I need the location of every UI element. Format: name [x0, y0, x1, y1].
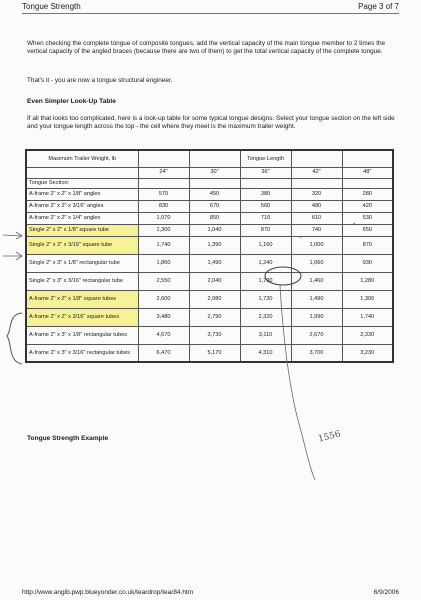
length-48: 48" — [342, 167, 393, 178]
weight-cell: 1,490 — [291, 290, 342, 308]
weight-cell: 740 — [291, 224, 342, 236]
weight-cell: 4,670 — [138, 326, 189, 344]
weight-cell: 560 — [240, 200, 291, 212]
handwritten-note: 1556 — [317, 429, 342, 445]
weight-cell: 1,240 — [240, 254, 291, 272]
weight-cell: 2,600 — [138, 290, 189, 308]
weight-cell: 3,730 — [189, 326, 240, 344]
row-label: A-frame 2" x 2" x 1/8" square tubes — [26, 290, 138, 308]
weight-cell: 610 — [291, 212, 342, 224]
intro-paragraph: When checking the complete tongue of composite tongues, add the vertical capacity of the main tongue member to 2 times the vertical capacity of the angled braces (because there are two of them) to get the total vertical capacity of the complete tongue. — [27, 40, 386, 55]
empty-cell — [189, 178, 240, 188]
weight-cell: 570 — [138, 188, 189, 200]
table-row — [26, 308, 393, 326]
empty-cell — [26, 167, 138, 178]
weight-cell: 1,730 — [240, 290, 291, 308]
empty-header-cell — [342, 150, 393, 167]
section-heading: Even Simpler Look-Up Table — [27, 98, 116, 105]
table-row — [26, 200, 393, 212]
weight-cell: 650 — [342, 224, 393, 236]
length-row — [26, 167, 393, 178]
weight-cell: 3,480 — [138, 308, 189, 326]
table-row — [26, 212, 393, 224]
weight-cell: 2,320 — [240, 308, 291, 326]
weight-cell: 2,790 — [189, 308, 240, 326]
weight-cell: 1,040 — [189, 224, 240, 236]
lookup-table — [25, 149, 394, 363]
page-number: Page 3 of 7 — [358, 2, 399, 11]
example-heading: Tongue Strength Example — [27, 435, 109, 442]
weight-cell: 930 — [342, 254, 393, 272]
weight-cell: 3,230 — [342, 344, 393, 362]
weight-cell: 4,310 — [240, 344, 291, 362]
weight-cell: 320 — [291, 188, 342, 200]
empty-cell — [240, 178, 291, 188]
table-row — [26, 254, 393, 272]
weight-cell: 1,490 — [189, 254, 240, 272]
weight-cell: 870 — [240, 224, 291, 236]
weight-cell: 1,300 — [138, 224, 189, 236]
row-label: Single 2" x 2" x 1/8" square tube — [26, 224, 138, 236]
table-row — [26, 188, 393, 200]
weight-cell: 1,070 — [138, 212, 189, 224]
table-row — [26, 326, 393, 344]
length-24: 24" — [138, 167, 189, 178]
weight-cell: 280 — [342, 188, 393, 200]
page-header-title: Tongue Strength — [22, 2, 81, 11]
weight-cell: 1,280 — [342, 272, 393, 290]
table-row — [26, 224, 393, 236]
weight-cell: 480 — [291, 200, 342, 212]
weight-cell: 1,300 — [342, 290, 393, 308]
footer-url: http://www.angib.pwp.blueyonder.co.uk/teardrop/tear84.htm — [22, 589, 194, 596]
table-intro-paragraph: If all that looks too complicated, here is a look-up table for some typical tongue designs. Select your tongue section on the left side and your tongue length across the top - the cell where they meet is the maximum trailer weight. — [27, 115, 395, 130]
weight-cell: 1,460 — [291, 272, 342, 290]
weight-cell: 670 — [189, 200, 240, 212]
weight-cell: 710 — [240, 212, 291, 224]
empty-cell — [342, 178, 393, 188]
table-header-row — [26, 150, 393, 167]
weight-cell: 1,740 — [138, 236, 189, 254]
row-label: A-frame 2" x 3" x 3/16" rectangular tubes — [26, 344, 138, 362]
weight-cell: 530 — [342, 212, 393, 224]
weight-cell: 1,860 — [138, 254, 189, 272]
table-row — [26, 344, 393, 362]
table-row — [26, 290, 393, 308]
row-label: Single 2" x 3" x 3/16" rectangular tube — [26, 272, 138, 290]
table-row — [26, 272, 393, 290]
weight-cell: 2,550 — [138, 272, 189, 290]
weight-cell: 380 — [240, 188, 291, 200]
row-label: Single 2" x 3" x 1/8" rectangular tube — [26, 254, 138, 272]
weight-cell: 450 — [189, 188, 240, 200]
table-row — [26, 236, 393, 254]
header-rule — [22, 13, 399, 14]
weight-cell: 1,160 — [240, 236, 291, 254]
footer-date: 6/9/2006 — [373, 589, 399, 596]
weight-cell: 6,470 — [138, 344, 189, 362]
weight-cell: 870 — [342, 236, 393, 254]
weight-cell: 1,740 — [342, 308, 393, 326]
weight-cell: 1,060 — [291, 254, 342, 272]
weight-cell: 2,670 — [291, 326, 342, 344]
row-label: A-frame 2" x 2" x 1/8" angles — [26, 188, 138, 200]
weight-cell: 1,000 — [291, 236, 342, 254]
row-label: Single 2" x 2" x 3/16" square tube — [26, 236, 138, 254]
empty-cell — [138, 178, 189, 188]
empty-header-cell — [291, 150, 342, 167]
weight-cell: 2,040 — [189, 272, 240, 290]
weight-cell: 420 — [342, 200, 393, 212]
row-label: A-frame 2" x 3" x 1/8" rectangular tubes — [26, 326, 138, 344]
weight-cell: 1,700 — [240, 272, 291, 290]
empty-cell — [291, 178, 342, 188]
length-30: 30" — [189, 167, 240, 178]
section-label: Tongue Section: — [26, 178, 138, 188]
weight-cell: 830 — [138, 200, 189, 212]
weight-cell: 3,700 — [291, 344, 342, 362]
weight-cell: 1,390 — [189, 236, 240, 254]
tongue-length-header: Tongue Length — [240, 150, 291, 167]
row-label: A-frame 2" x 2" x 3/16" square tubes — [26, 308, 138, 326]
weight-cell: 3,110 — [240, 326, 291, 344]
empty-header-cell — [138, 150, 189, 167]
weight-cell: 850 — [189, 212, 240, 224]
length-36: 36" — [240, 167, 291, 178]
section-label-row — [26, 178, 393, 188]
weight-cell: 2,080 — [189, 290, 240, 308]
length-42: 42" — [291, 167, 342, 178]
conclusion-paragraph: That's it - you are now a tongue structural engineer. — [27, 77, 173, 84]
weight-cell: 2,330 — [342, 326, 393, 344]
corner-label: Maximum Trailer Weight, lb — [26, 150, 138, 167]
row-label: A-frame 2" x 2" x 1/4" angles — [26, 212, 138, 224]
weight-cell: 1,990 — [291, 308, 342, 326]
empty-header-cell — [189, 150, 240, 167]
row-label: A-frame 2" x 2" x 3/16" angles — [26, 200, 138, 212]
weight-cell: 5,170 — [189, 344, 240, 362]
